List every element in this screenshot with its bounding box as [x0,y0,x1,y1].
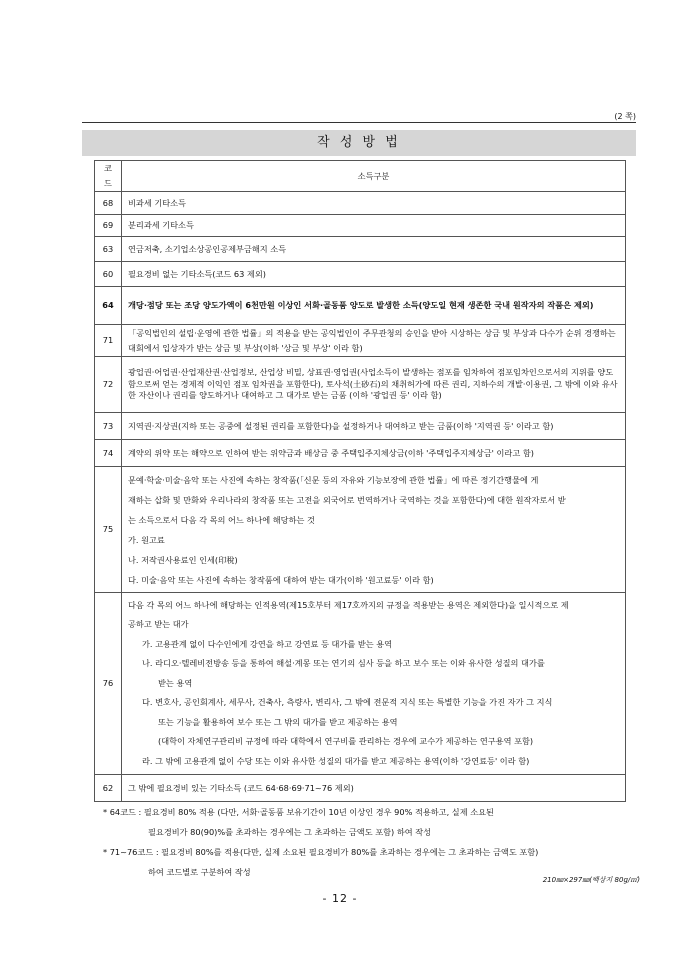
row-text: 광업권·어업권·산업재산권·산업정보, 산업상 비밀, 상표권·영업권(사업소득이 발생하는 점포를 임차하여 점포임차인으로서의 지위를 양도함으로써 얻는 경제적 이익인 점포 임차권을 포함한다), 토사석(土砂石)의 채취허가에 따른 권리, 지하수의 개발·이용권, 그 밖에 이와 유사한 자산이나 권리를 양도하거나 대여하고 그 대가로 받는 금품 (이하 '광업권 등' 이라 함) [122,357,626,413]
row-text: 계약의 위약 또는 해약으로 인하여 받는 위약금과 배상금 중 주택입주지체상금(이하 '주택입주지체상금' 이라고 함) [122,440,626,467]
row-code: 62 [95,775,122,802]
top-rule [82,122,636,123]
section-title: 작 성 방 법 [82,130,636,156]
row-code: 72 [95,357,122,413]
row-code: 73 [95,413,122,440]
table-row [95,192,626,215]
row-code: 76 [95,593,122,775]
note-line: 필요경비가 80(90)%를 초과하는 경우에는 그 초과하는 금액도 포함) 하여 작성 [148,827,432,837]
row-code: 74 [95,440,122,467]
row-code: 71 [95,325,122,357]
table-row [95,440,626,467]
notes [103,802,643,882]
row-line: 다. 변호사, 공인회계사, 세무사, 건축사, 측량사, 변리사, 그 밖에 전문적 지식 또는 특별한 기능을 가진 자가 그 지식 [142,697,553,708]
row-text: 지역권·지상권(지하 또는 공중에 설정된 권리를 포함한다)을 설정하거나 대여하고 받는 금품(이하 '지역권 등' 이라고 함) [122,413,626,440]
row-text: 비과세 기타소득 [122,192,626,215]
row-line: 라. 그 밖에 고용관계 없이 수당 또는 이와 유사한 성질의 대가를 받고 제공하는 용역(이하 '강연료등' 이라 함) [142,755,530,766]
page-mark: (2 쪽) [614,112,636,121]
row-line: 는 소득으로서 다음 각 목의 어느 하나에 해당하는 것 [128,514,315,525]
table-row [95,325,626,357]
table-header-row [95,161,626,192]
row-line: 재하는 삽화 및 만화와 우리나라의 창작품 또는 고전을 외국어로 번역하거나 국역하는 것을 포함한다)에 대한 원작자로서 받 [128,494,566,505]
table-row [95,287,626,325]
note-line: 하여 코드별로 구분하여 작성 [148,867,251,877]
note-line: * 71~76코드 : 필요경비 80%를 적용(다만, 실제 소요된 필요경비가 80%를 초과하는 경우에는 그 초과하는 금액도 포함) [103,847,539,857]
row-text: 개당·점당 또는 조당 양도가액이 6천만원 이상인 서화·골동품 양도로 발생한 소득(양도일 현재 생존한 국내 원작자의 작품은 제외) [122,287,626,325]
row-text: 「공익법인의 설립·운영에 관한 법률」의 적용을 받는 공익법인이 주무관청의 승인을 받아 시상하는 상금 및 부상과 다수가 순위 경쟁하는 대회에서 입상자가 받는 상금 및 부상(이하 '상금 및 부상' 이라 함) [122,325,626,357]
row-line: 또는 기능을 활용하여 보수 또는 그 밖의 대가를 받고 제공하는 용역 [158,716,398,727]
row-code: 63 [95,237,122,262]
row-line: 받는 용역 [158,677,193,688]
row-line: 나. 라디오·텔레비전방송 등을 통하여 해설·계몽 또는 연기의 심사 등을 하고 보수 또는 이와 유사한 성질의 대가를 [142,658,545,669]
row-code: 75 [95,467,122,593]
row-code: 60 [95,262,122,287]
row-line: 가. 원고료 [128,534,165,545]
paper-size: 210㎜×297㎜(백상지 80g/㎡) [542,876,640,884]
row-text: 분리과세 기타소득 [122,215,626,237]
row-text [122,467,626,593]
row-text: 필요경비 없는 기타소득(코드 63 제외) [122,262,626,287]
table-row [95,237,626,262]
row-line: 가. 고용관계 없이 다수인에게 강연을 하고 강연료 등 대가를 받는 용역 [142,638,393,649]
row-line: 나. 저작권사용료인 인세(印稅) [128,554,238,565]
row-line: (대학이 자체연구관리비 규정에 따라 대학에서 연구비를 관리하는 경우에 교수가 제공하는 연구용역 포함) [158,736,534,747]
table-row [95,262,626,287]
note-line: * 64코드 : 필요경비 80% 적용 (다만, 서화·골동품 보유기간이 10년 이상인 경우 90% 적용하고, 실제 소요된 [103,807,494,817]
table-row [95,215,626,237]
row-text [122,593,626,775]
income-code-table [94,160,626,802]
row-code: 64 [95,287,122,325]
row-line: 다. 미술·음악 또는 사진에 속하는 창작품에 대하여 받는 대가(이하 '원고료등' 이라 함) [128,574,434,585]
table-row [95,413,626,440]
row-text: 연금저축, 소기업소상공인공제부금해지 소득 [122,237,626,262]
table-row [95,775,626,802]
column-header-income-type: 소득구분 [122,161,626,192]
row-line: 공하고 받는 대가 [128,619,189,630]
row-line: 문예·학술·미술·음악 또는 사진에 속하는 창작품(「신문 등의 자유와 기능보장에 관한 법률」에 따른 정기간행물에 게 [128,474,539,485]
table-row [95,593,626,775]
row-code: 68 [95,192,122,215]
row-line: 다음 각 목의 어느 하나에 해당하는 인적용역(제15호부터 제17호까지의 규정을 적용받는 용역은 제외한다)을 일시적으로 제 [128,599,569,610]
row-code: 69 [95,215,122,237]
table-row [95,467,626,593]
table-row [95,357,626,413]
page-number: - 12 - [322,892,358,905]
column-header-code: 코드 [95,161,122,192]
row-text: 그 밖에 필요경비 있는 기타소득 (코드 64·68·69·71~76 제외) [122,775,626,802]
